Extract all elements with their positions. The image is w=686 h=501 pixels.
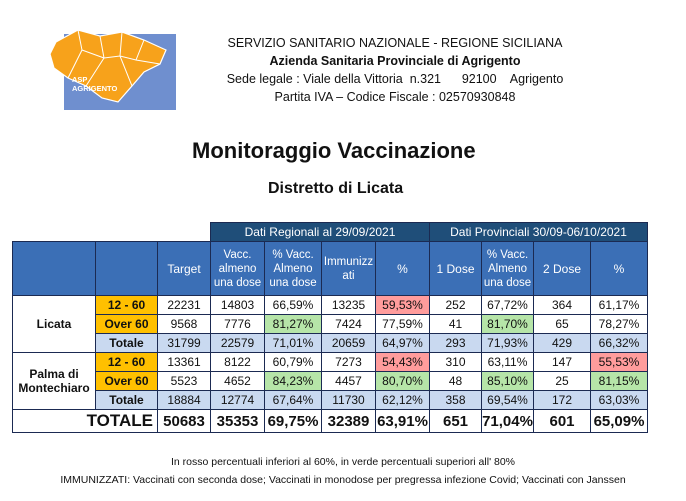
column-header: Vacc. almeno una dose — [211, 242, 265, 296]
table-cell: 14803 — [211, 296, 265, 315]
sicily-map-icon — [48, 28, 176, 110]
group-header-row — [13, 223, 648, 242]
table-cell: 62,12% — [376, 391, 430, 410]
header-line-3: Sede legale : Viale della Vittoria n.321 92100 Agrigento — [226, 72, 564, 86]
table-cell: 71,01% — [265, 334, 322, 353]
column-header: Immunizz ati — [322, 242, 376, 296]
table-cell: 77,59% — [376, 315, 430, 334]
table-cell: 69,54% — [482, 391, 534, 410]
table-cell: 32389 — [322, 410, 376, 433]
table-row — [13, 372, 648, 391]
asp-logo — [48, 28, 176, 110]
header-line-1: SERVIZIO SANITARIO NAZIONALE - REGIONE SICILIANA — [227, 36, 563, 50]
table-cell: 20659 — [322, 334, 376, 353]
table-cell: 9568 — [158, 315, 211, 334]
logo-text-asp: ASP — [72, 75, 88, 84]
age-group: Over 60 — [96, 315, 158, 334]
blank-corner — [13, 223, 211, 242]
legend-note: In rosso percentuali inferiori al 60%, in verde percentuali superiori all' 80% — [170, 456, 516, 468]
table-cell: 78,27% — [591, 315, 648, 334]
column-header: 1 Dose — [430, 242, 482, 296]
page-title: Monitoraggio Vaccinazione — [192, 138, 476, 163]
vaccination-table — [12, 222, 648, 433]
table-cell: 71,04% — [482, 410, 534, 433]
table-cell: 48 — [430, 372, 482, 391]
immunized-note: IMMUNIZZATI: Vaccinati con seconda dose; Vaccinati in monodose per pregressa infezione Covid; Vaccinati con Janssen — [60, 474, 626, 486]
grand-total-label: TOTALE — [13, 410, 158, 433]
organization-header — [190, 34, 600, 106]
table-cell: 67,64% — [265, 391, 322, 410]
table-cell: 7273 — [322, 353, 376, 372]
table-cell: 358 — [430, 391, 482, 410]
table-cell: 293 — [430, 334, 482, 353]
table-row — [13, 353, 648, 372]
provincial-group-header: Dati Provinciali 30/09-06/10/2021 — [430, 223, 648, 242]
table-cell: 65 — [534, 315, 591, 334]
age-group: Over 60 — [96, 372, 158, 391]
table-cell: 63,11% — [482, 353, 534, 372]
table-cell: 7424 — [322, 315, 376, 334]
table-cell: 61,17% — [591, 296, 648, 315]
table-cell: 8122 — [211, 353, 265, 372]
table-cell: 35353 — [211, 410, 265, 433]
table-cell: 66,59% — [265, 296, 322, 315]
column-header: % — [376, 242, 430, 296]
blank-header — [96, 242, 158, 296]
age-group: 12 - 60 — [96, 353, 158, 372]
table-cell: 12774 — [211, 391, 265, 410]
table-cell: 71,93% — [482, 334, 534, 353]
district-name: Palma di Montechiaro — [13, 353, 96, 410]
table-cell: 64,97% — [376, 334, 430, 353]
table-cell: 310 — [430, 353, 482, 372]
age-group: 12 - 60 — [96, 296, 158, 315]
column-header: 2 Dose — [534, 242, 591, 296]
table-cell: 4457 — [322, 372, 376, 391]
blank-header — [13, 242, 96, 296]
table-cell: 601 — [534, 410, 591, 433]
table-cell: 63,91% — [376, 410, 430, 433]
table-cell: 69,75% — [265, 410, 322, 433]
table-cell: 60,79% — [265, 353, 322, 372]
table-cell: 4652 — [211, 372, 265, 391]
column-header: Target — [158, 242, 211, 296]
column-header-row — [13, 242, 648, 296]
regional-group-header: Dati Regionali al 29/09/2021 — [211, 223, 430, 242]
table-cell: 65,09% — [591, 410, 648, 433]
table-cell: 55,53% — [591, 353, 648, 372]
table-cell: 651 — [430, 410, 482, 433]
table-cell: 5523 — [158, 372, 211, 391]
table-cell: 80,70% — [376, 372, 430, 391]
table-cell: 67,72% — [482, 296, 534, 315]
table-cell: 364 — [534, 296, 591, 315]
column-header: % Vacc. Almeno una dose — [482, 242, 534, 296]
table-cell: 81,15% — [591, 372, 648, 391]
table-cell: 66,32% — [591, 334, 648, 353]
table-cell: 11730 — [322, 391, 376, 410]
table-cell: 13361 — [158, 353, 211, 372]
age-group: Totale — [96, 334, 158, 353]
table-cell: 252 — [430, 296, 482, 315]
table-cell: 41 — [430, 315, 482, 334]
table-row — [13, 296, 648, 315]
table-cell: 7776 — [211, 315, 265, 334]
table-row — [13, 315, 648, 334]
district-name: Licata — [13, 296, 96, 353]
header-line-4: Partita IVA – Codice Fiscale : 02570930848 — [274, 90, 516, 104]
table-cell: 18884 — [158, 391, 211, 410]
column-header: % — [591, 242, 648, 296]
table-cell: 84,23% — [265, 372, 322, 391]
table-cell: 50683 — [158, 410, 211, 433]
table-cell: 147 — [534, 353, 591, 372]
page-subtitle: Distretto di Licata — [268, 180, 404, 197]
grand-total-row — [13, 410, 648, 433]
table-cell: 172 — [534, 391, 591, 410]
header-line-2: Azienda Sanitaria Provinciale di Agrigento — [269, 54, 521, 68]
table-row-totale — [13, 391, 648, 410]
table-cell: 81,70% — [482, 315, 534, 334]
table-cell: 81,27% — [265, 315, 322, 334]
table-cell: 22579 — [211, 334, 265, 353]
table-cell: 22231 — [158, 296, 211, 315]
table-cell: 54,43% — [376, 353, 430, 372]
table-cell: 31799 — [158, 334, 211, 353]
table-cell: 13235 — [322, 296, 376, 315]
table-cell: 59,53% — [376, 296, 430, 315]
column-header: % Vacc. Almeno una dose — [265, 242, 322, 296]
table-cell: 429 — [534, 334, 591, 353]
table-cell: 63,03% — [591, 391, 648, 410]
logo-text-agrigento: AGRIGENTO — [72, 84, 118, 93]
table-row-totale — [13, 334, 648, 353]
table-cell: 25 — [534, 372, 591, 391]
table-cell: 85,10% — [482, 372, 534, 391]
age-group: Totale — [96, 391, 158, 410]
